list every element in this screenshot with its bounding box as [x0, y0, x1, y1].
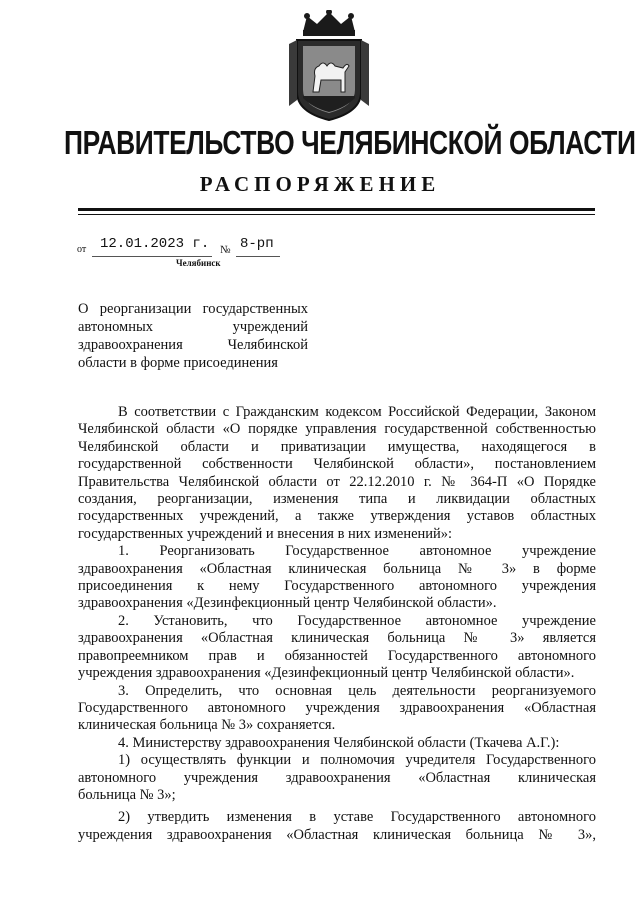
body-line: 1) осуществлять функции и полномочия учредителя Государственного	[118, 752, 596, 769]
date-underline	[92, 256, 212, 257]
city-label: Челябинск	[176, 258, 221, 268]
body-line: Челябинской области и приватизации имущества, находящегося в	[78, 438, 596, 455]
body-line: правопреемником прав и обязанностей Государственного автономного	[78, 647, 596, 664]
body-line: 1. Реорганизовать Государственное автономное учреждение	[118, 543, 596, 560]
body-line: учреждения здравоохранения «Областная клиническая больница № 3»,	[78, 826, 596, 843]
document-number: 8-рп	[240, 236, 274, 252]
body-line: Правительства Челябинской области от 22.12.2010 г. № 364-П «О Порядке	[78, 473, 596, 490]
header-rule-thick	[78, 208, 595, 211]
subject-line: О реорганизации государственных	[78, 301, 308, 317]
body-line: 2. Установить, что Государственное автономное учреждение	[118, 612, 596, 629]
document-type: РАСПОРЯЖЕНИЕ	[199, 172, 441, 196]
subject-line: здравоохранения Челябинской	[78, 337, 308, 353]
subject-line: автономных учреждений	[78, 319, 308, 335]
body-line: здравоохранения «Областная клиническая больница № 3» в форме	[78, 560, 596, 577]
body-line: больница № 3»;	[78, 786, 176, 803]
body-line: учреждения здравоохранения «Дезинфекционный центр Челябинской области».	[78, 665, 575, 682]
body-line: Государственного автономного учреждения здравоохранения «Областная	[78, 699, 596, 716]
coat-of-arms-icon	[285, 10, 373, 122]
document-date: 12.01.2023 г.	[100, 236, 210, 252]
body-line: 3. Определить, что основная цель деятельности реорганизуемого	[118, 682, 596, 699]
body-line: создания, реорганизации, изменения типа и ликвидации областных	[78, 491, 596, 508]
number-sign: №	[220, 244, 231, 256]
body-line: государственной собственности Челябинской области», постановлением	[78, 456, 596, 473]
government-title: ПРАВИТЕЛЬСТВО ЧЕЛЯБИНСКОЙ ОБЛАСТИ	[64, 124, 636, 161]
number-underline	[236, 256, 280, 257]
body-line: здравоохранения «Областная клиническая больница № 3» является	[78, 630, 596, 647]
header-rule-thin	[78, 214, 595, 215]
body-line: здравоохранения «Дезинфекционный центр Челябинской области».	[78, 595, 497, 612]
body-line: клиническая больница № 3» сохраняется.	[78, 717, 336, 734]
body-line: Челябинской области «О порядке управления государственной собственностью	[78, 421, 596, 438]
subject-line: области в форме присоединения	[78, 355, 278, 371]
body-line: 2) утвердить изменения в уставе Государственного автономного	[118, 809, 596, 826]
body-line: присоединения к нему Государственного автономного учреждения	[78, 578, 596, 595]
document-body	[78, 404, 596, 844]
body-line: государственных учреждений, а также утверждения уставов областных	[78, 508, 596, 525]
body-line: 4. Министерству здравоохранения Челябинской области (Ткачева А.Г.):	[118, 734, 560, 751]
body-line: В соответствии с Гражданским кодексом Российской Федерации, Законом	[118, 404, 596, 420]
document-subject	[78, 300, 308, 372]
body-line: автономного учреждения здравоохранения «Областная клиническая	[78, 769, 596, 786]
from-label: от	[77, 244, 87, 255]
body-line: государственных учреждений и внесения в них изменений»:	[78, 525, 453, 542]
